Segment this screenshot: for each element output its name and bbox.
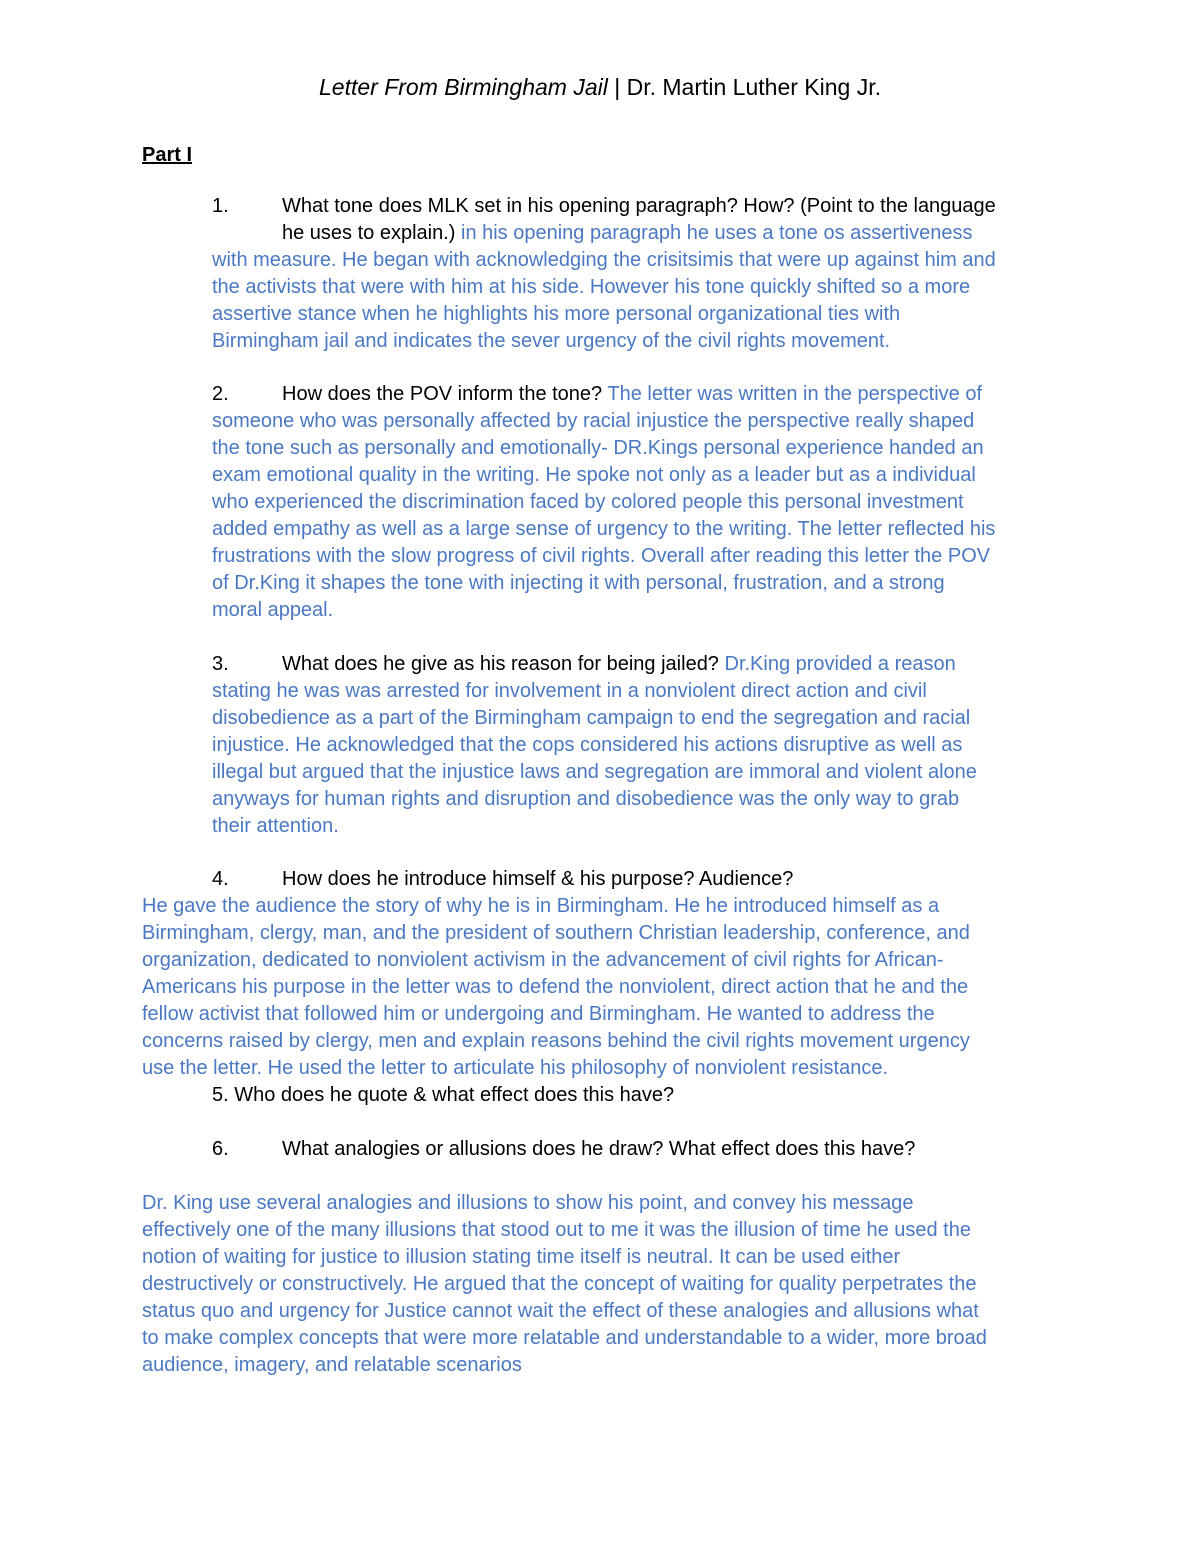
question-2 <box>212 381 995 624</box>
answer-6 <box>142 1190 987 1379</box>
part-heading: Part I <box>142 144 193 166</box>
answer-4 <box>142 893 970 1082</box>
answer-3-line: disobedience as a part of the Birmingham campaign to end the segregation and racial <box>212 707 971 729</box>
answer-2-line: the tone such as personally and emotionally- DR.Kings personal experience handed an <box>212 437 984 459</box>
answer-2-start: The letter was written in the perspective of <box>602 383 983 405</box>
question-1 <box>212 193 996 355</box>
answer-4-line: Americans his purpose in the letter was to defend the nonviolent, direct action that he and the <box>142 976 969 998</box>
answer-1-line: Birmingham jail and indicates the sever urgency of the civil rights movement. <box>212 330 891 352</box>
answer-2-line: exam emotional quality in the writing. He spoke not only as a leader but as a individual <box>212 464 976 486</box>
question-1-text-cont: he uses to explain.) <box>282 222 456 244</box>
answer-6-line: effectively one of the many illusions that stood out to me it was the illusion of time he used the <box>142 1219 971 1241</box>
answer-6-line: status quo and urgency for Justice cannot wait the effect of these analogies and allusions what <box>142 1300 979 1322</box>
question-4-text: How does he introduce himself & his purpose? Audience? <box>282 868 794 890</box>
answer-4-line: organization, dedicated to nonviolent activism in the advancement of civil rights for African- <box>142 949 944 971</box>
answer-6-line: notion of waiting for justice to illusion stating time itself is neutral. It can be used either <box>142 1246 901 1268</box>
answer-2-line: frustrations with the slow progress of civil rights. Overall after reading this letter the POV <box>212 545 991 567</box>
answer-1-line: with measure. He began with acknowledging the crisitsimis that were up against him and <box>212 249 996 271</box>
question-3-number: 3. <box>212 653 229 675</box>
document-title <box>0 72 1200 102</box>
answer-1-line: the activists that were with him at his side. However his tone quickly shifted so a more <box>212 276 971 298</box>
question-3 <box>212 651 977 840</box>
answer-2-line: someone who was personally affected by racial injustice the perspective really shaped <box>212 410 975 432</box>
answer-3-line: anyways for human rights and disruption and disobedience was the only way to grab <box>212 788 960 810</box>
title-italic: Letter From Birmingham Jail <box>319 74 608 100</box>
question-2-number: 2. <box>212 383 229 405</box>
question-2-text: How does the POV inform the tone? <box>282 383 603 405</box>
question-6-number: 6. <box>212 1138 229 1160</box>
question-6-text: What analogies or allusions does he draw? What effect does this have? <box>282 1138 916 1160</box>
title-author: | Dr. Martin Luther King Jr. <box>607 74 881 100</box>
answer-4-line: use the letter. He used the letter to articulate his philosophy of nonviolent resistance. <box>142 1057 888 1079</box>
answer-4-line: He gave the audience the story of why he is in Birmingham. He he introduced himself as a <box>142 895 940 917</box>
answer-3-line: stating he was was arrested for involvement in a nonviolent direct action and civil <box>212 680 927 702</box>
answer-6-line: to make complex concepts that were more relatable and understandable to a wider, more broad <box>142 1327 987 1349</box>
question-5 <box>212 1082 674 1109</box>
answer-2-line: who experienced the discrimination faced by colored people this personal investment <box>212 491 964 513</box>
question-6 <box>212 1136 915 1163</box>
question-1-number: 1. <box>212 195 229 217</box>
answer-4-line: concerns raised by clergy, men and explain reasons behind the civil rights movement urgency <box>142 1030 970 1052</box>
answer-2-line: added empathy as well as a large sense of urgency to the writing. The letter reflected his <box>212 518 996 540</box>
answer-6-line: Dr. King use several analogies and illusions to show his point, and convey his message <box>142 1192 914 1214</box>
answer-4-line: fellow activist that followed him or undergoing and Birmingham. He wanted to address the <box>142 1003 935 1025</box>
question-3-text: What does he give as his reason for being jailed? <box>282 653 719 675</box>
answer-4-line: Birmingham, clergy, man, and the president of southern Christian leadership, conference, and <box>142 922 970 944</box>
answer-3-line: injustice. He acknowledged that the cops considered his actions disruptive as well as <box>212 734 963 756</box>
question-5-text: 5. Who does he quote & what effect does this have? <box>212 1084 675 1106</box>
answer-2-line: moral appeal. <box>212 599 334 621</box>
question-1-text: What tone does MLK set in his opening paragraph? How? (Point to the language <box>282 195 996 217</box>
answer-6-line: destructively or constructively. He argued that the concept of waiting for quality perpetrates the <box>142 1273 977 1295</box>
answer-6-line: audience, imagery, and relatable scenarios <box>142 1354 522 1376</box>
answer-1-line: assertive stance when he highlights his more personal organizational ties with <box>212 303 901 325</box>
answer-1-start: in his opening paragraph he uses a tone os assertiveness <box>455 222 973 244</box>
answer-3-start: Dr.King provided a reason <box>718 653 956 675</box>
answer-3-line: illegal but argued that the injustice laws and segregation are immoral and violent alone <box>212 761 977 783</box>
question-4 <box>212 866 793 893</box>
answer-2-line: of Dr.King it shapes the tone with injecting it with personal, frustration, and a strong <box>212 572 945 594</box>
question-4-number: 4. <box>212 868 229 890</box>
answer-3-line: their attention. <box>212 815 339 837</box>
